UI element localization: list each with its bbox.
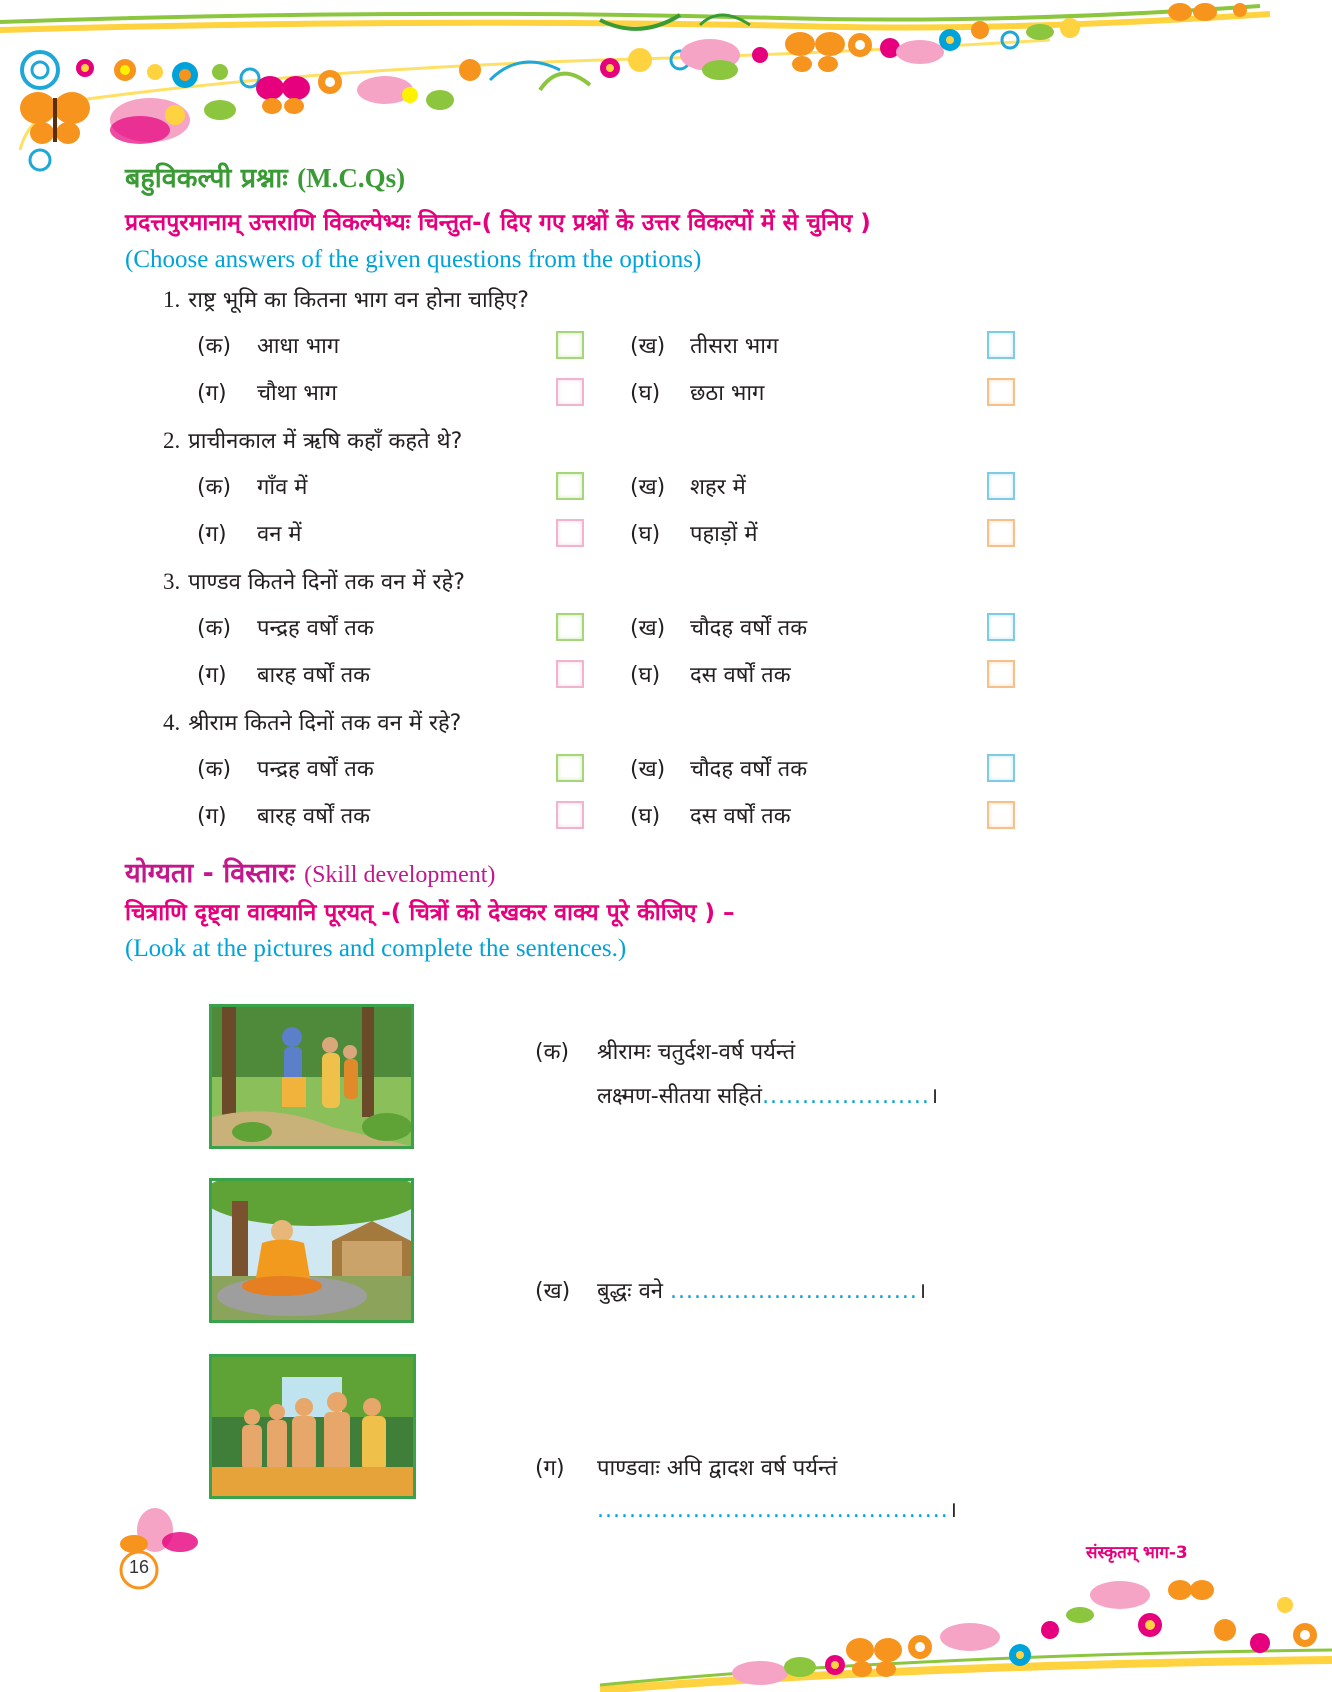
option-kha: [630, 330, 778, 360]
option-text: चौदह वर्षों तक: [690, 616, 808, 641]
sentence-text: लक्ष्मण-सीतया सहितं: [597, 1084, 763, 1109]
option-mark: (ग): [197, 381, 227, 406]
checkbox[interactable]: [556, 613, 584, 641]
option-mark: (ग): [197, 663, 227, 688]
checkbox[interactable]: [556, 660, 584, 688]
blank-line[interactable]: ............................................: [597, 1498, 949, 1523]
option-gha: [630, 377, 764, 407]
sentence-mark: (ख): [535, 1279, 571, 1304]
option-gha: [630, 659, 791, 689]
danda: ।: [948, 1498, 958, 1523]
checkbox[interactable]: [556, 754, 584, 782]
option-mark: (क): [197, 475, 232, 500]
option-ga: [197, 800, 370, 830]
skill-heading-english: (Skill development): [304, 862, 496, 888]
option-text: पन्द्रह वर्षों तक: [257, 757, 374, 782]
checkbox[interactable]: [987, 331, 1015, 359]
option-mark: (घ): [630, 381, 661, 406]
option-ka: [197, 612, 374, 642]
option-text: शहर में: [690, 475, 746, 500]
option-text: छठा भाग: [690, 381, 765, 406]
option-mark: (ख): [630, 757, 666, 782]
mcq-heading-hindi: बहुविकल्पी प्रश्नाः: [125, 163, 288, 194]
option-ka: [197, 330, 339, 360]
checkbox[interactable]: [987, 378, 1015, 406]
option-text: बारह वर्षों तक: [257, 663, 371, 688]
checkbox[interactable]: [987, 613, 1015, 641]
mcq-heading-english: (M.C.Qs): [297, 163, 406, 193]
sentence-text: बुद्धः वने: [597, 1279, 664, 1304]
question-text: राष्ट्र भूमि का कितना भाग वन होना चाहिए?: [188, 288, 529, 313]
option-ka: [197, 471, 307, 501]
question-4: [163, 707, 461, 737]
sentence-text: पाण्डवाः अपि द्वादश वर्ष पर्यन्तं: [597, 1456, 838, 1481]
option-text: दस वर्षों तक: [690, 663, 791, 688]
question-text: श्रीराम कितने दिनों तक वन में रहे?: [188, 711, 462, 736]
mcq-instruction-hindi: प्रदत्तपुरमानाम् उत्तराणि विकल्पेभ्यः चिन्तुत-( दिए गए प्रश्नों के उत्तर विकल्पों में से चुनिए ): [125, 210, 871, 236]
checkbox[interactable]: [987, 801, 1015, 829]
skill-instruction-hindi: चित्राणि दृष्ट्वा वाक्यानि पूरयत् -( चित्रों को देखकर वाक्य पूरे कीजिए ) –: [125, 900, 735, 926]
skill-heading: [125, 853, 495, 890]
mcq-instruction-english: (Choose answers of the given questions from the options): [125, 246, 702, 273]
sentence-ka-line2: [597, 1080, 938, 1110]
danda: ।: [917, 1279, 927, 1304]
checkbox[interactable]: [987, 472, 1015, 500]
option-mark: (घ): [630, 663, 661, 688]
question-number: 4.: [163, 710, 181, 735]
sentence-ga-line2: [597, 1494, 957, 1524]
sentence-text: श्रीरामः चतुर्दश-वर्ष पर्यन्तं: [597, 1040, 796, 1065]
option-mark: (ग): [197, 522, 227, 547]
checkbox[interactable]: [556, 472, 584, 500]
option-text: पन्द्रह वर्षों तक: [257, 616, 374, 641]
checkbox[interactable]: [556, 519, 584, 547]
checkbox[interactable]: [987, 754, 1015, 782]
option-text: आधा भाग: [257, 334, 340, 359]
checkbox[interactable]: [556, 378, 584, 406]
question-number: 2.: [163, 428, 181, 453]
option-mark: (क): [197, 334, 232, 359]
sentence-mark: (ग): [535, 1456, 565, 1481]
option-kha: [630, 753, 807, 783]
option-text: दस वर्षों तक: [690, 804, 791, 829]
option-text: वन में: [257, 522, 302, 547]
option-kha: [630, 612, 807, 642]
option-ga: [197, 659, 370, 689]
blank-line[interactable]: ...............................: [670, 1279, 918, 1304]
checkbox[interactable]: [987, 519, 1015, 547]
option-kha: [630, 471, 746, 501]
checkbox[interactable]: [556, 801, 584, 829]
sentence-kha: [535, 1275, 926, 1305]
question-number: 3.: [163, 569, 181, 594]
skill-heading-hindi: योग्यता - विस्तारः: [125, 858, 295, 889]
question-number: 1.: [163, 287, 181, 312]
page-number: 16: [128, 1557, 150, 1577]
blank-line[interactable]: .....................: [762, 1084, 930, 1109]
option-text: बारह वर्षों तक: [257, 804, 371, 829]
option-mark: (ख): [630, 334, 666, 359]
option-text: तीसरा भाग: [690, 334, 779, 359]
book-title: संस्कृतम् भाग-3: [1086, 1543, 1188, 1563]
illustration-rama-forest: [209, 1004, 414, 1149]
option-ga: [197, 518, 302, 548]
question-3: [163, 566, 465, 596]
question-text: प्राचीनकाल में ऋषि कहाँ कहते थे?: [188, 429, 463, 454]
option-mark: (क): [197, 757, 232, 782]
option-mark: (ख): [630, 616, 666, 641]
option-text: चौथा भाग: [257, 381, 337, 406]
option-mark: (घ): [630, 804, 661, 829]
option-mark: (घ): [630, 522, 661, 547]
sentence-ga: [535, 1452, 837, 1482]
option-mark: (ख): [630, 475, 666, 500]
mcq-heading: [125, 158, 405, 195]
question-2: [163, 425, 462, 455]
illustration-buddha-meditating: [209, 1178, 414, 1323]
question-text: पाण्डव कितने दिनों तक वन में रहे?: [188, 570, 465, 595]
checkbox[interactable]: [556, 331, 584, 359]
option-text: चौदह वर्षों तक: [690, 757, 808, 782]
bottom-floral-border: [560, 1555, 1332, 1692]
danda: ।: [929, 1084, 939, 1109]
option-text: गाँव में: [257, 475, 308, 500]
question-1: [163, 284, 529, 314]
option-gha: [630, 800, 791, 830]
option-ka: [197, 753, 374, 783]
sentence-ka: [535, 1036, 795, 1066]
option-text: पहाड़ों में: [690, 522, 758, 547]
illustration-pandavas: [209, 1354, 416, 1499]
option-ga: [197, 377, 337, 407]
option-mark: (क): [197, 616, 232, 641]
checkbox[interactable]: [987, 660, 1015, 688]
sentence-mark: (क): [535, 1040, 570, 1065]
option-mark: (ग): [197, 804, 227, 829]
skill-instruction-english: (Look at the pictures and complete the sentences.): [125, 935, 627, 962]
option-gha: [630, 518, 758, 548]
